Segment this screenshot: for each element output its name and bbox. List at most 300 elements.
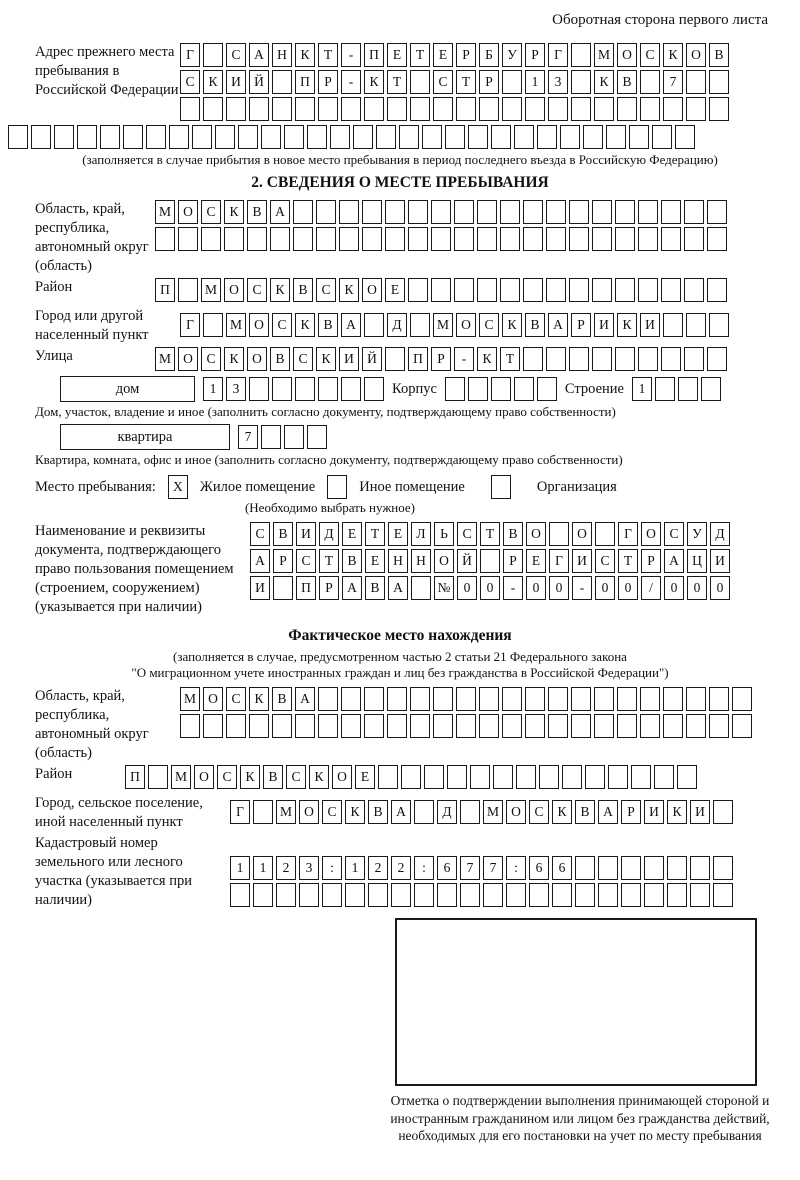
char-cell: С xyxy=(322,800,342,824)
char-cell: М xyxy=(433,313,453,337)
char-cell xyxy=(663,97,683,121)
char-cell xyxy=(203,313,223,337)
char-cell xyxy=(732,714,752,738)
char-cell xyxy=(341,714,361,738)
char-cell: 0 xyxy=(549,576,569,600)
char-cell: Е xyxy=(342,522,362,546)
char-cell xyxy=(701,377,721,401)
char-cell xyxy=(537,125,557,149)
char-cell: У xyxy=(502,43,522,67)
char-cell xyxy=(353,125,373,149)
previous-address-field xyxy=(0,43,800,124)
char-cell xyxy=(387,97,407,121)
char-cell: 1 xyxy=(203,377,223,401)
char-cell xyxy=(667,856,687,880)
cadastre-rows xyxy=(230,834,733,910)
char-cell: К xyxy=(240,765,260,789)
char-cell: С xyxy=(293,347,313,371)
region-field xyxy=(0,200,800,276)
char-cell xyxy=(437,883,457,907)
char-cell: К xyxy=(663,43,683,67)
char-cell xyxy=(686,97,706,121)
char-cell: С xyxy=(226,687,246,711)
char-cell xyxy=(598,883,618,907)
char-cell: Е xyxy=(385,278,405,302)
char-cell xyxy=(686,313,706,337)
city-field xyxy=(0,307,800,345)
char-cell xyxy=(456,714,476,738)
char-cell: В xyxy=(503,522,523,546)
char-cell: Р xyxy=(431,347,451,371)
char-cell: А xyxy=(250,549,270,573)
char-cell xyxy=(307,125,327,149)
char-cell: - xyxy=(341,70,361,94)
char-cell xyxy=(707,347,727,371)
char-cell: 2 xyxy=(391,856,411,880)
char-cell: И xyxy=(640,313,660,337)
char-cell: Д xyxy=(387,313,407,337)
city-row xyxy=(180,313,729,337)
actual-region-rows xyxy=(180,687,752,741)
char-cell: Р xyxy=(319,576,339,600)
char-cell: 0 xyxy=(526,576,546,600)
char-cell xyxy=(410,714,430,738)
char-cell xyxy=(180,97,200,121)
char-cell: С xyxy=(226,43,246,67)
char-cell xyxy=(644,883,664,907)
char-cell: К xyxy=(339,278,359,302)
stroenie-label: Строение xyxy=(564,381,624,397)
char-cell: Е xyxy=(365,549,385,573)
confirmation-stamp-box xyxy=(395,918,757,1086)
char-cell: К xyxy=(270,278,290,302)
char-cell: Т xyxy=(319,549,339,573)
char-cell xyxy=(621,883,641,907)
char-cell xyxy=(276,883,296,907)
char-cell xyxy=(224,227,244,251)
char-cell: О xyxy=(178,200,198,224)
char-cell: 0 xyxy=(457,576,477,600)
char-cell xyxy=(272,714,292,738)
char-cell xyxy=(454,200,474,224)
char-cell: 1 xyxy=(632,377,652,401)
char-cell xyxy=(253,800,273,824)
char-cell xyxy=(422,125,442,149)
char-cell xyxy=(284,425,304,449)
char-cell xyxy=(215,125,235,149)
char-cell: К xyxy=(309,765,329,789)
char-cell: С xyxy=(479,313,499,337)
char-cell xyxy=(293,227,313,251)
char-cell: Т xyxy=(500,347,520,371)
char-cell xyxy=(123,125,143,149)
char-cell: К xyxy=(295,43,315,67)
char-cell xyxy=(678,377,698,401)
char-cell: 7 xyxy=(460,856,480,880)
char-cell xyxy=(684,347,704,371)
char-cell xyxy=(364,687,384,711)
char-cell xyxy=(707,200,727,224)
char-cell xyxy=(387,714,407,738)
char-cell: К xyxy=(295,313,315,337)
char-cell xyxy=(621,856,641,880)
char-cell: А xyxy=(342,576,362,600)
char-cell: Г xyxy=(180,43,200,67)
char-cell xyxy=(575,883,595,907)
char-cell: С xyxy=(250,522,270,546)
char-cell: П xyxy=(364,43,384,67)
char-cell: С xyxy=(201,200,221,224)
char-cell: Р xyxy=(525,43,545,67)
char-cell xyxy=(709,70,729,94)
char-cell xyxy=(571,43,591,67)
char-cell xyxy=(307,425,327,449)
char-cell: Т xyxy=(318,43,338,67)
char-cell xyxy=(709,714,729,738)
char-cell: А xyxy=(664,549,684,573)
region-rows xyxy=(155,200,727,254)
previous-address-caption: (заполняется в случае прибытия в новое место пребывания в период последнего въезда в Российскую Федерацию) xyxy=(82,152,718,167)
actual-city-row xyxy=(230,800,733,824)
char-cell xyxy=(592,227,612,251)
char-cell: И xyxy=(226,70,246,94)
char-cell xyxy=(77,125,97,149)
char-cell: К xyxy=(617,313,637,337)
flat-caption: Квартира, комната, офис и иное (заполнить согласно документу, подтверждающему право собственности) xyxy=(35,452,623,467)
option-dwelling-label: Жилое помещение xyxy=(199,479,316,495)
char-cell: Д xyxy=(319,522,339,546)
char-cell: О xyxy=(617,43,637,67)
cadastre-row-2 xyxy=(230,883,733,907)
char-cell: Й xyxy=(362,347,382,371)
char-cell xyxy=(569,227,589,251)
char-cell: К xyxy=(224,347,244,371)
char-cell: Г xyxy=(230,800,250,824)
char-cell xyxy=(460,883,480,907)
char-cell xyxy=(201,227,221,251)
char-cell: Р xyxy=(273,549,293,573)
char-cell: 0 xyxy=(618,576,638,600)
char-cell xyxy=(203,97,223,121)
flat-number-row xyxy=(238,425,327,449)
char-cell xyxy=(480,549,500,573)
actual-location-title: Фактическое место нахождения xyxy=(288,627,512,644)
char-cell: У xyxy=(687,522,707,546)
char-cell xyxy=(615,347,635,371)
char-cell: Ц xyxy=(687,549,707,573)
char-cell xyxy=(569,278,589,302)
char-cell: М xyxy=(201,278,221,302)
region-label: Область, край, республика, автономный округ (область) xyxy=(35,201,149,274)
char-cell xyxy=(638,200,658,224)
char-cell: С xyxy=(247,278,267,302)
char-cell xyxy=(431,278,451,302)
char-cell: М xyxy=(155,347,175,371)
district-field xyxy=(0,278,800,305)
char-cell: М xyxy=(226,313,246,337)
char-cell: 7 xyxy=(483,856,503,880)
char-cell xyxy=(562,765,582,789)
char-cell xyxy=(385,200,405,224)
char-cell xyxy=(433,714,453,738)
char-cell xyxy=(261,425,281,449)
char-cell xyxy=(594,687,614,711)
previous-address-row-3 xyxy=(180,97,729,121)
char-cell: В xyxy=(368,800,388,824)
char-cell xyxy=(330,125,350,149)
street-row xyxy=(155,347,727,371)
actual-location-caption-2: "О миграционном учете иностранных граждан и лиц без гражданства в Российской Федерации") xyxy=(131,665,669,680)
char-cell: Ь xyxy=(434,522,454,546)
char-cell: 0 xyxy=(710,576,730,600)
char-cell xyxy=(226,97,246,121)
actual-district-field xyxy=(0,765,800,792)
char-cell: А xyxy=(548,313,568,337)
char-cell: 1 xyxy=(230,856,250,880)
char-cell: Р xyxy=(503,549,523,573)
char-cell: Е xyxy=(433,43,453,67)
option-organization-label: Организация xyxy=(536,479,617,495)
char-cell: О xyxy=(224,278,244,302)
char-cell: О xyxy=(203,687,223,711)
char-cell xyxy=(410,70,430,94)
char-cell: В xyxy=(318,313,338,337)
char-cell xyxy=(284,125,304,149)
actual-region-row-1 xyxy=(180,687,752,711)
char-cell xyxy=(638,227,658,251)
char-cell: М xyxy=(483,800,503,824)
char-cell: А xyxy=(249,43,269,67)
char-cell: Р xyxy=(571,313,591,337)
char-cell xyxy=(732,687,752,711)
char-cell: С xyxy=(664,522,684,546)
char-cell xyxy=(431,227,451,251)
char-cell xyxy=(445,125,465,149)
char-cell: Н xyxy=(411,549,431,573)
char-cell xyxy=(376,125,396,149)
char-cell: Г xyxy=(548,43,568,67)
char-cell xyxy=(690,856,710,880)
char-cell: И xyxy=(710,549,730,573)
char-cell xyxy=(493,765,513,789)
char-cell xyxy=(615,200,635,224)
char-cell xyxy=(460,800,480,824)
char-cell xyxy=(502,714,522,738)
char-cell xyxy=(506,883,526,907)
char-cell: 6 xyxy=(529,856,549,880)
char-cell xyxy=(525,97,545,121)
char-cell: С xyxy=(316,278,336,302)
char-cell xyxy=(295,714,315,738)
house-field xyxy=(60,376,800,402)
char-cell xyxy=(523,278,543,302)
checkbox-other-premise xyxy=(327,475,347,499)
char-cell xyxy=(529,883,549,907)
char-cell xyxy=(571,687,591,711)
char-cell: А xyxy=(341,313,361,337)
char-cell xyxy=(100,125,120,149)
place-type-field xyxy=(35,474,800,500)
char-cell: К xyxy=(224,200,244,224)
char-cell: - xyxy=(454,347,474,371)
char-cell xyxy=(686,687,706,711)
char-cell xyxy=(238,125,258,149)
char-cell: К xyxy=(552,800,572,824)
char-cell xyxy=(686,714,706,738)
char-cell: О xyxy=(247,347,267,371)
char-cell: 0 xyxy=(595,576,615,600)
place-type-label: Место пребывания: xyxy=(35,479,156,495)
char-cell xyxy=(569,347,589,371)
char-cell xyxy=(424,765,444,789)
char-cell: 7 xyxy=(238,425,258,449)
char-cell xyxy=(454,278,474,302)
char-cell xyxy=(411,576,431,600)
char-cell: В xyxy=(247,200,267,224)
char-cell xyxy=(491,475,511,499)
char-cell xyxy=(548,714,568,738)
char-cell xyxy=(408,278,428,302)
char-cell xyxy=(249,377,269,401)
char-cell xyxy=(713,856,733,880)
char-cell xyxy=(431,200,451,224)
char-cell xyxy=(322,883,342,907)
char-cell: В xyxy=(273,522,293,546)
checkbox-dwelling xyxy=(168,475,188,499)
char-cell: О xyxy=(332,765,352,789)
char-cell xyxy=(445,377,465,401)
char-cell: Д xyxy=(710,522,730,546)
char-cell xyxy=(414,800,434,824)
char-cell: Р xyxy=(318,70,338,94)
checkbox-organization xyxy=(491,475,511,499)
char-cell: П xyxy=(295,70,315,94)
char-cell xyxy=(640,70,660,94)
char-cell: Т xyxy=(618,549,638,573)
char-cell xyxy=(615,227,635,251)
char-cell xyxy=(31,125,51,149)
char-cell xyxy=(549,522,569,546)
char-cell xyxy=(675,125,695,149)
char-cell: Р xyxy=(479,70,499,94)
char-cell xyxy=(272,97,292,121)
char-cell xyxy=(327,475,347,499)
district-label: Район xyxy=(35,279,73,295)
actual-district-row xyxy=(125,765,697,789)
char-cell xyxy=(273,576,293,600)
char-cell xyxy=(339,200,359,224)
char-cell: П xyxy=(125,765,145,789)
char-cell xyxy=(661,278,681,302)
char-cell xyxy=(146,125,166,149)
char-cell xyxy=(571,97,591,121)
char-cell xyxy=(583,125,603,149)
char-cell: А xyxy=(295,687,315,711)
char-cell xyxy=(640,687,660,711)
region-row-2 xyxy=(155,227,727,251)
char-cell: Н xyxy=(388,549,408,573)
actual-region-label: Область, край, республика, автономный округ (область) xyxy=(35,688,149,761)
actual-city-field xyxy=(0,794,800,832)
street-label: Улица xyxy=(35,348,73,364)
char-cell xyxy=(663,313,683,337)
char-cell xyxy=(546,227,566,251)
char-cell xyxy=(525,714,545,738)
char-cell: С xyxy=(217,765,237,789)
char-cell xyxy=(318,714,338,738)
char-cell: С xyxy=(201,347,221,371)
char-cell xyxy=(537,377,557,401)
city-label: Город или другой населенный пункт xyxy=(35,308,149,343)
region-row-1 xyxy=(155,200,727,224)
char-cell: Т xyxy=(365,522,385,546)
char-cell xyxy=(261,125,281,149)
char-cell: В xyxy=(617,70,637,94)
char-cell xyxy=(631,765,651,789)
char-cell: Р xyxy=(456,43,476,67)
char-cell xyxy=(617,687,637,711)
char-cell: В xyxy=(263,765,283,789)
char-cell xyxy=(502,687,522,711)
char-cell xyxy=(546,347,566,371)
char-cell xyxy=(54,125,74,149)
house-number-row xyxy=(203,377,384,401)
char-cell: О xyxy=(178,347,198,371)
char-cell: Г xyxy=(180,313,200,337)
previous-address-row-2 xyxy=(180,70,729,94)
char-cell xyxy=(548,687,568,711)
char-cell xyxy=(690,883,710,907)
char-cell xyxy=(617,714,637,738)
char-cell xyxy=(318,97,338,121)
char-cell xyxy=(414,883,434,907)
char-cell: С xyxy=(595,549,615,573)
char-cell: К xyxy=(502,313,522,337)
char-cell xyxy=(401,765,421,789)
char-cell: С xyxy=(180,70,200,94)
char-cell: Й xyxy=(249,70,269,94)
char-cell xyxy=(677,765,697,789)
confirmation-stamp-caption: Отметка о подтверждении выполнения принимающей стороной и иностранным гражданином или лицом без гражданства действий, необходимых для его постановки на учет по месту пребывания xyxy=(390,1093,770,1143)
char-cell xyxy=(592,278,612,302)
char-cell xyxy=(203,43,223,67)
char-cell xyxy=(523,347,543,371)
char-cell: О xyxy=(506,800,526,824)
document-row-2 xyxy=(250,549,730,573)
char-cell xyxy=(410,313,430,337)
char-cell xyxy=(502,97,522,121)
char-cell: - xyxy=(341,43,361,67)
char-cell xyxy=(364,313,384,337)
char-cell: К xyxy=(345,800,365,824)
char-cell xyxy=(655,377,675,401)
char-cell xyxy=(362,200,382,224)
char-cell: К xyxy=(249,687,269,711)
char-cell xyxy=(523,227,543,251)
section2-title: 2. СВЕДЕНИЯ О МЕСТЕ ПРЕБЫВАНИЯ xyxy=(251,174,549,191)
char-cell: 1 xyxy=(253,856,273,880)
char-cell xyxy=(592,347,612,371)
char-cell xyxy=(318,687,338,711)
char-cell: Т xyxy=(387,70,407,94)
ownership-document-label: Наименование и реквизиты документа, подтверждающего право пользования помещением (строением, сооружением) (указывается при наличии) xyxy=(35,523,234,615)
actual-city-label: Город, сельское поселение, иной населенный пункт xyxy=(35,795,203,830)
char-cell xyxy=(155,227,175,251)
char-cell xyxy=(345,883,365,907)
char-cell: А xyxy=(598,800,618,824)
char-cell: Н xyxy=(272,43,292,67)
char-cell: А xyxy=(391,800,411,824)
